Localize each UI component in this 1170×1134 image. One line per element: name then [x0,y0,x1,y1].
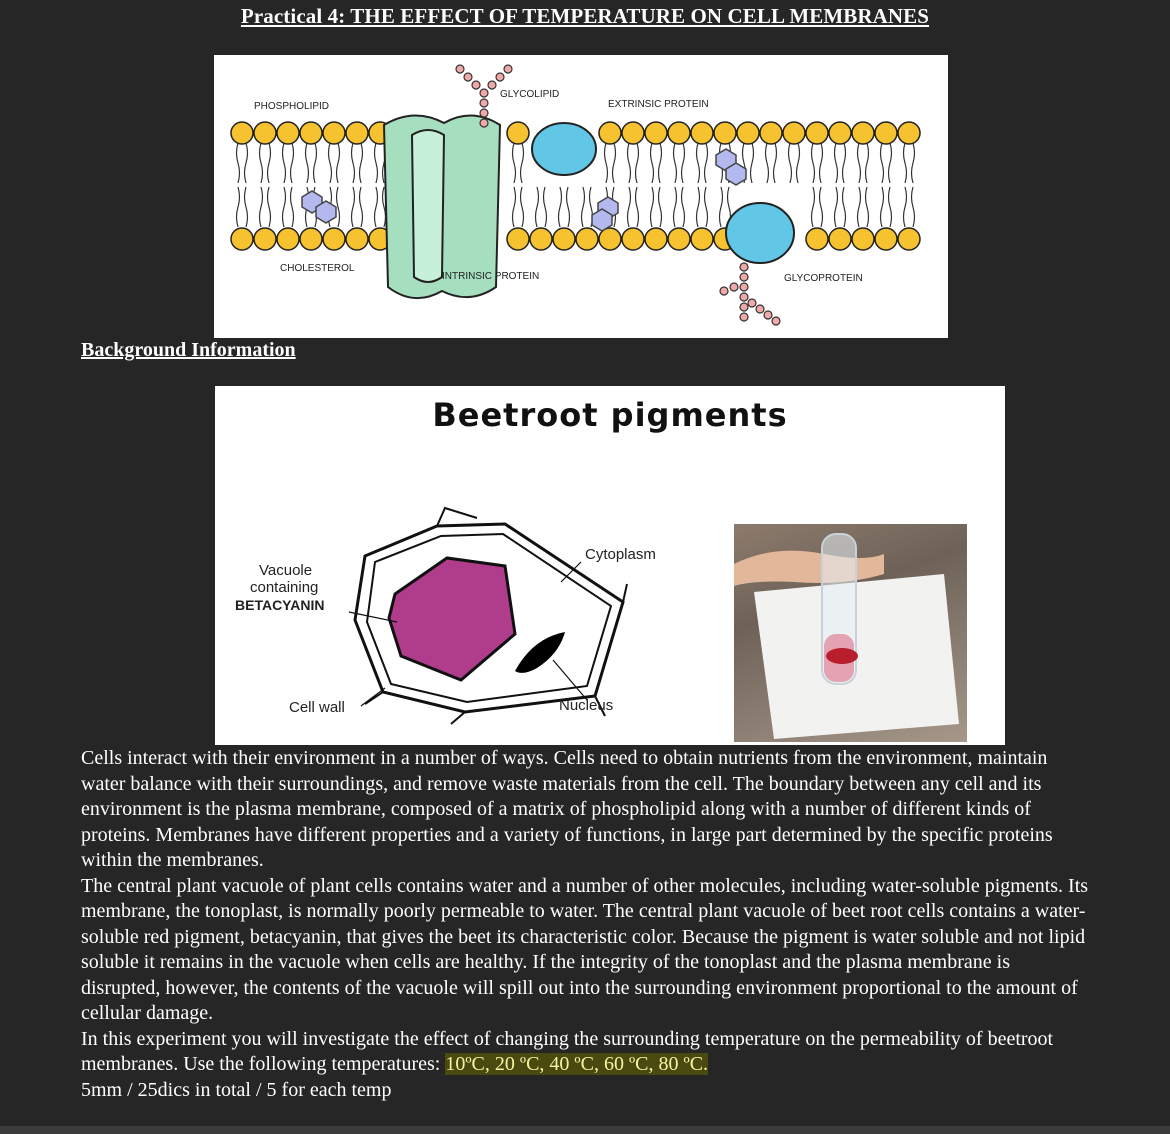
phospholipid-head [737,122,759,144]
phospholipid-head [346,122,368,144]
phospholipid-tail [306,143,317,183]
label-cell-wall: Cell wall [289,699,345,716]
hand [734,551,884,586]
phospholipid-head [323,122,345,144]
temperature-list: 10ºC, 20 ºC, 40 ºC, 60 ºC, 80 ºC. [445,1053,709,1075]
phospholipid-head [254,228,276,250]
beet-discs [826,648,858,664]
page-title: Practical 4: THE EFFECT OF TEMPERATURE ON CELL MEMBRANES [240,4,930,28]
phospholipid-tail [812,187,823,227]
paragraph-3 [81,1027,1091,1078]
phospholipid-head [783,122,805,144]
phospholipid-head [829,122,851,144]
phospholipid-head [346,228,368,250]
phospholipid-tail [674,143,685,183]
phospholipid-tail [559,187,570,227]
phospholipid-head [553,228,575,250]
label-glycolipid: GLYCOLIPID [500,89,560,100]
phospholipid-tail [697,143,708,183]
membrane-diagram [214,55,948,338]
phospholipid-head [898,122,920,144]
membrane-svg [214,55,948,338]
phospholipid-head [875,122,897,144]
phospholipid-head [852,122,874,144]
phospholipid-tail [651,187,662,227]
bottom-scroll-bar[interactable] [0,1126,1170,1134]
phospholipid-tail [628,187,639,227]
phospholipid-head [507,228,529,250]
phospholipid-tail [536,187,547,227]
phospholipid-head [231,122,253,144]
phospholipid-head [622,122,644,144]
label-nucleus: Nucleus [559,697,614,714]
protein-channel [412,130,444,282]
phospholipid-head [599,122,621,144]
phospholipid-tail [582,187,593,227]
phospholipid-tail [835,143,846,183]
phospholipid-head [323,228,345,250]
phospholipid-head [806,122,828,144]
phospholipid-tail [651,143,662,183]
body-text [81,746,1091,1103]
paragraph-4: 5mm / 25dics in total / 5 for each temp [81,1078,392,1101]
phospholipid-tail [237,187,248,227]
phospholipid-head [760,122,782,144]
phospholipid-head [530,228,552,250]
extrinsic-protein-shape [532,123,596,175]
phospholipid-tail [904,187,915,227]
label-vacuole: Vacuole [259,562,313,579]
phospholipid-tail [766,143,777,183]
paragraph-1: Cells interact with their environment in a number of ways. Cells need to obtain nutrients from the environment, maintain water balance with their surroundings, and remove waste materials from the cell. The boundary between any cell and its environment is the plasma membrane, composed of a matrix of phospholipid along with a number of different kinds of proteins. Membranes have different properties and a variety of functions, in large part determined by the specific proteins within the membranes. [81,747,1053,871]
phospholipid-head [622,228,644,250]
phospholipid-head [829,228,851,250]
photo-svg [734,524,967,742]
phospholipid-tail [881,187,892,227]
phospholipid-tail [605,143,616,183]
phospholipid-tail [237,143,248,183]
phospholipid-tail [260,187,271,227]
phospholipid-head [691,228,713,250]
phospholipid-head [277,122,299,144]
phospholipid-tail [513,143,524,183]
glycoprotein-chain [720,263,780,325]
label-cholesterol: CHOLESTEROL [280,263,355,274]
label-vacuole-containing: containing [250,579,319,596]
label-intrinsic-protein: INTRINSIC PROTEIN [442,271,540,282]
phospholipid-tail [881,143,892,183]
phospholipid-tail [375,187,386,227]
phospholipid-tail [674,187,685,227]
phospholipid-tail [329,143,340,183]
phospholipid-head [576,228,598,250]
phospholipid-head [668,228,690,250]
paragraph-3-text: In this experiment you will investigate the effect of changing the surrounding temperature on the permeability of beetroot membranes. Use the following temperatures: [81,1027,1054,1075]
phospholipid-head [645,122,667,144]
phospholipid-tail [283,187,294,227]
phospholipid-tail [835,187,846,227]
label-extrinsic-protein: EXTRINSIC PROTEIN [608,99,709,110]
phospholipid-head [277,228,299,250]
phospholipid-head [645,228,667,250]
phospholipid-head [898,228,920,250]
phospholipid-tail [352,187,363,227]
label-glycoprotein: GLYCOPROTEIN [784,273,863,284]
phospholipid-head [668,122,690,144]
phospholipid-tail [283,143,294,183]
label-phospholipid: PHOSPHOLIPID [254,101,330,112]
section-heading: Background Information [81,339,296,361]
phospholipid-head [300,228,322,250]
phospholipid-tail [513,187,524,227]
phospholipid-tail [697,187,708,227]
phospholipid-head [231,228,253,250]
phospholipid-tail [858,143,869,183]
phospholipid-tail [628,143,639,183]
phospholipid-head [852,228,874,250]
test-tube-photo [734,524,967,742]
phospholipid-tail [789,143,800,183]
phospholipid-tail [352,143,363,183]
phospholipid-tail [904,143,915,183]
beetroot-title: Beetroot pigments [432,396,788,434]
label-betacyanin: BETACYANIN [235,597,325,613]
phospholipid-head [691,122,713,144]
phospholipid-head [507,122,529,144]
phospholipid-head [875,228,897,250]
label-cytoplasm: Cytoplasm [585,546,656,563]
phospholipid-tail [260,143,271,183]
beetroot-figure [215,386,1005,745]
phospholipid-head [300,122,322,144]
phospholipid-head [714,122,736,144]
phospholipid-head [806,228,828,250]
phospholipid-tail [812,143,823,183]
glycoprotein-shape [726,203,794,263]
paragraph-2: The central plant vacuole of plant cells contains water and a number of other molecules, including water-soluble pigments. Its membrane, the tonoplast, is normally poorly permeable to water. The central plant vacuole of beet root cells contains a water-soluble red pigment, betacyanin, that gives the beet its characteristic color. Because the pigment is water soluble and not lipid soluble it remains in the vacuole when cells are healthy. If the integrity of the tonoplast and the plasma membrane is disrupted, however, the contents of the vacuole will spill out into the surrounding environment proportional to the amount of cellular damage. [81,874,1089,1024]
phospholipid-tail [858,187,869,227]
phospholipid-head [254,122,276,144]
